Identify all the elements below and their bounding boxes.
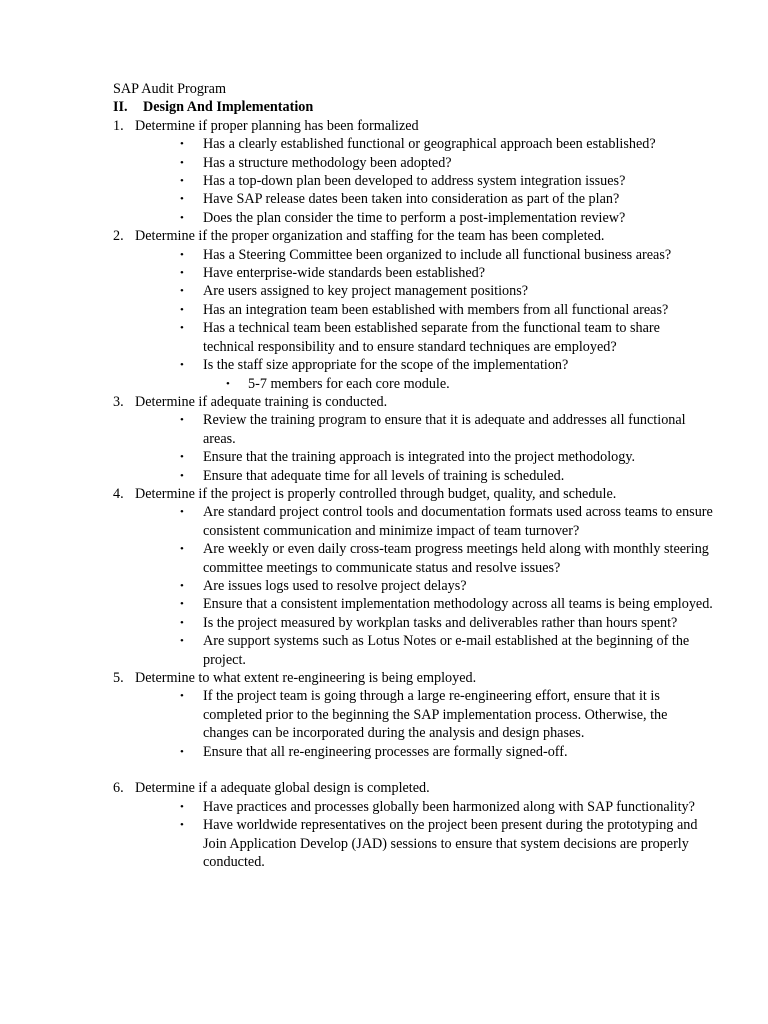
audit-step — [113, 779, 713, 871]
bullet-text: Are weekly or even daily cross-team progress meetings held along with monthly steering committee meetings to communicate status and resolve issues? — [203, 541, 709, 576]
step-text: Determine if a adequate global design is completed. — [135, 780, 430, 797]
bullet-text: Are users assigned to key project management positions? — [203, 283, 529, 300]
bullet-text: Is the project measured by workplan tasks and deliverables rather than hours spent? — [203, 614, 678, 631]
document-title: SAP Audit Program — [113, 81, 226, 97]
audit-step — [113, 669, 713, 761]
bullet-item — [180, 577, 713, 595]
bullet-text: If the project team is going through a large re-engineering effort, ensure that it is completed prior to the beginning the SAP implementation process. Otherwise, the changes can be incorporated during the analysis and design phases. — [203, 688, 668, 742]
bullet-text: Are issues logs used to resolve project delays? — [203, 577, 467, 594]
bullet-item — [180, 301, 713, 319]
step-bullets — [135, 503, 713, 669]
step-number: 4. — [113, 485, 124, 502]
bullet-icon: • — [180, 745, 184, 758]
bullet-icon: • — [180, 285, 184, 298]
step-number: 2. — [113, 228, 124, 245]
step-bullets — [135, 687, 713, 761]
bullet-icon: • — [180, 616, 184, 629]
audit-step — [113, 393, 713, 485]
bullet-icon: • — [180, 451, 184, 464]
bullet-item — [180, 632, 713, 669]
bullet-item — [180, 319, 713, 356]
bullet-text: Has a Steering Committee been organized to include all functional business areas? — [203, 246, 672, 263]
bullet-text: Are standard project control tools and documentation formats used across teams to ensure consistent communication and minimize impact of team turnover? — [203, 504, 713, 539]
step-number: 6. — [113, 780, 124, 797]
section-numeral: II. — [113, 99, 128, 116]
step-text: Determine if proper planning has been formalized — [135, 117, 419, 134]
bullet-item — [180, 503, 713, 540]
bullet-text: Have practices and processes globally been harmonized along with SAP functionality? — [203, 798, 695, 815]
bullet-icon: • — [180, 635, 184, 648]
bullet-text: Has a clearly established functional or geographical approach been established? — [203, 136, 656, 153]
bullet-text: Have SAP release dates been taken into consideration as part of the plan? — [203, 191, 620, 208]
bullet-text: Has an integration team been established with members from all functional areas? — [203, 301, 669, 318]
bullet-item — [180, 743, 713, 761]
bullet-item — [180, 190, 713, 208]
bullet-text: Has a technical team been established separate from the functional team to share technical responsibility and to ensure standard techniques are employed? — [203, 320, 660, 355]
section-title: Design And Implementation — [143, 99, 314, 116]
sub-bullet-item — [226, 375, 713, 393]
bullet-icon: • — [180, 543, 184, 556]
bullet-icon: • — [180, 598, 184, 611]
bullet-item — [180, 798, 713, 816]
step-number: 3. — [113, 393, 124, 410]
bullet-text: Ensure that all re-engineering processes are formally signed-off. — [203, 743, 568, 760]
bullet-text: Review the training program to ensure that it is adequate and addresses all functional areas. — [203, 412, 686, 447]
bullet-icon: • — [180, 506, 184, 519]
bullet-item — [180, 356, 713, 393]
audit-step — [113, 227, 713, 393]
bullet-icon: • — [180, 322, 184, 335]
bullet-icon: • — [180, 267, 184, 280]
bullet-icon: • — [180, 690, 184, 703]
bullet-text: Is the staff size appropriate for the scope of the implementation? — [203, 357, 569, 374]
bullet-item — [180, 246, 713, 264]
audit-step — [113, 485, 713, 669]
bullet-item — [180, 595, 713, 613]
bullet-item — [180, 135, 713, 153]
bullet-text: Have worldwide representatives on the project been present during the prototyping and Join Application Develop (JAD) sessions to ensure that system decisions are properly conducted. — [203, 817, 698, 871]
step-text: Determine if the proper organization and staffing for the team has been completed. — [135, 228, 605, 245]
bullet-text: Ensure that the training approach is integrated into the project methodology. — [203, 449, 636, 466]
bullet-text: Does the plan consider the time to perform a post-implementation review? — [203, 209, 626, 226]
step-number: 5. — [113, 670, 124, 686]
bullet-icon: • — [180, 819, 184, 832]
bullet-item — [180, 467, 713, 485]
bullet-icon: • — [180, 800, 184, 813]
step-bullets — [135, 411, 713, 485]
bullet-icon: • — [180, 303, 184, 316]
bullet-icon: • — [180, 193, 184, 206]
bullet-item — [180, 540, 713, 577]
step-bullets — [135, 246, 713, 393]
sub-bullets — [203, 375, 713, 393]
bullet-text: Has a structure methodology been adopted? — [203, 154, 452, 171]
bullet-item — [180, 172, 713, 190]
step-bullets — [135, 798, 713, 872]
step-text: Determine to what extent re-engineering is being employed. — [135, 670, 477, 686]
step-text: Determine if the project is properly controlled through budget, quality, and schedule. — [135, 485, 617, 502]
bullet-text: Ensure that a consistent implementation methodology across all teams is being employed. — [203, 596, 713, 613]
bullet-text: Are support systems such as Lotus Notes or e-mail established at the beginning of the project. — [203, 633, 690, 668]
step-number: 1. — [113, 117, 124, 134]
bullet-icon: • — [180, 156, 184, 169]
bullet-text: Ensure that adequate time for all levels of training is scheduled. — [203, 467, 565, 484]
bullet-text: Have enterprise-wide standards been established? — [203, 265, 486, 282]
bullet-icon: • — [180, 248, 184, 261]
bullet-item — [180, 282, 713, 300]
audit-steps-list — [113, 117, 713, 872]
bullet-icon: • — [180, 211, 184, 224]
bullet-item — [180, 411, 713, 448]
bullet-item — [180, 154, 713, 172]
bullet-icon: • — [180, 579, 184, 592]
bullet-item — [180, 687, 713, 742]
bullet-item — [180, 264, 713, 282]
sub-bullet-text: 5-7 members for each core module. — [248, 375, 450, 392]
bullet-icon: • — [180, 359, 184, 372]
bullet-text: Has a top-down plan been developed to address system integration issues? — [203, 173, 626, 190]
bullet-item — [180, 448, 713, 466]
bullet-item — [180, 816, 713, 871]
document-content — [113, 80, 713, 871]
bullet-icon: • — [226, 377, 230, 390]
bullet-icon: • — [180, 469, 184, 482]
bullet-icon: • — [180, 175, 184, 188]
bullet-item — [180, 209, 713, 227]
bullet-icon: • — [180, 414, 184, 427]
bullet-item — [180, 614, 713, 632]
section-heading — [113, 98, 713, 116]
bullet-icon: • — [180, 138, 184, 151]
audit-step — [113, 117, 713, 227]
step-text: Determine if adequate training is conducted. — [135, 393, 388, 410]
step-bullets — [135, 135, 713, 227]
